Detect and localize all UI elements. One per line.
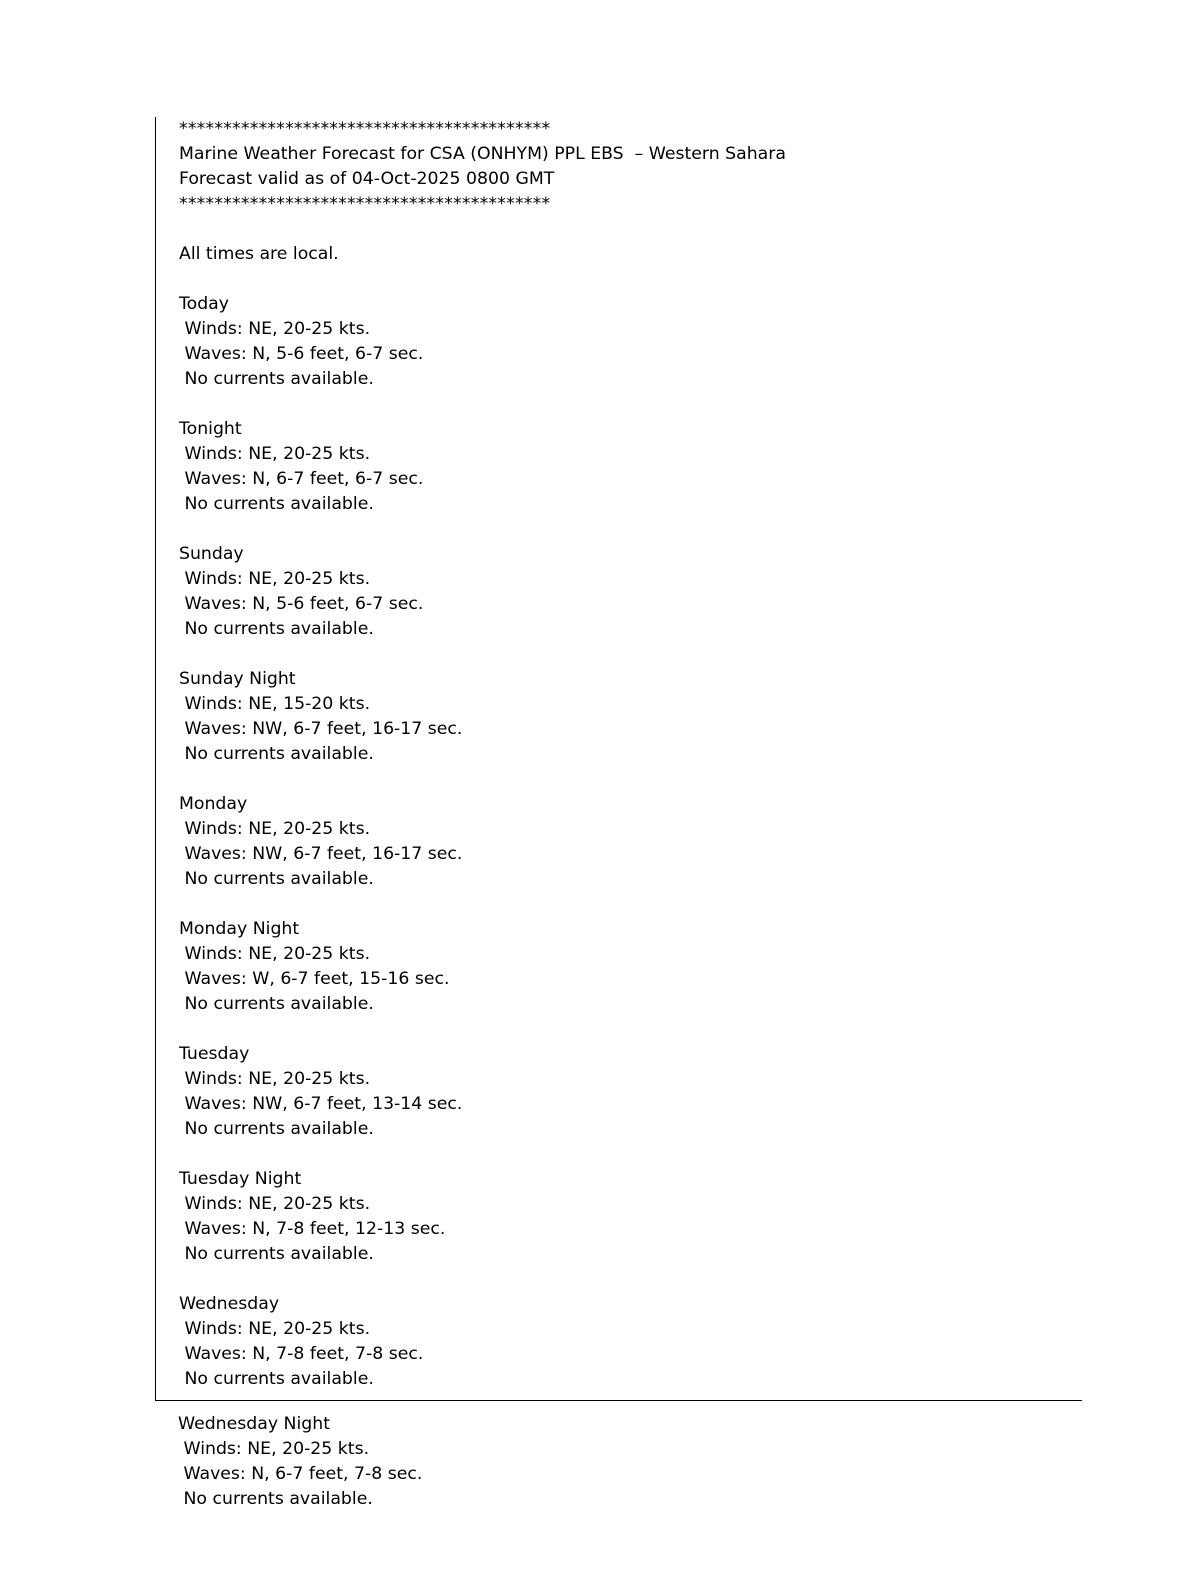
currents-line: No currents available. bbox=[179, 869, 374, 889]
blank-line bbox=[156, 217, 1082, 242]
period-name: Monday bbox=[179, 794, 248, 814]
period-name: Wednesday bbox=[179, 1294, 280, 1314]
forecast-valid-time: Forecast valid as of 04-Oct-2025 0800 GMT bbox=[179, 169, 555, 189]
stars-divider-bottom: ****************************************** bbox=[179, 194, 551, 214]
blank-line bbox=[156, 1142, 1082, 1167]
currents-line: No currents available. bbox=[179, 1119, 374, 1139]
forecast-period bbox=[156, 767, 1082, 892]
winds-line: Winds: NE, 20-25 kts. bbox=[179, 569, 371, 589]
winds-line: Winds: NE, 20-25 kts. bbox=[179, 1319, 371, 1339]
blank-line bbox=[156, 517, 1082, 542]
waves-line: Waves: N, 6-7 feet, 7-8 sec. bbox=[178, 1464, 423, 1484]
forecast-title: Marine Weather Forecast for CSA (ONHYM) PPL EBS – Western Sahara bbox=[179, 144, 786, 164]
currents-line: No currents available. bbox=[179, 619, 374, 639]
waves-line: Waves: N, 7-8 feet, 12-13 sec. bbox=[179, 1219, 446, 1239]
winds-line: Winds: NE, 20-25 kts. bbox=[179, 1069, 371, 1089]
blank-line bbox=[156, 392, 1082, 417]
winds-line: Winds: NE, 20-25 kts. bbox=[179, 1194, 371, 1214]
blank-line bbox=[156, 892, 1082, 917]
forecast-period bbox=[156, 892, 1082, 1017]
winds-line: Winds: NE, 20-25 kts. bbox=[179, 444, 371, 464]
forecast-period bbox=[156, 267, 1082, 392]
winds-line: Winds: NE, 20-25 kts. bbox=[179, 819, 371, 839]
winds-line: Winds: NE, 20-25 kts. bbox=[179, 944, 371, 964]
waves-line: Waves: N, 5-6 feet, 6-7 sec. bbox=[179, 594, 424, 614]
period-name: Tuesday Night bbox=[179, 1169, 302, 1189]
blank-line bbox=[156, 1017, 1082, 1042]
forecast-period bbox=[155, 1412, 1081, 1512]
winds-line: Winds: NE, 20-25 kts. bbox=[178, 1439, 370, 1459]
waves-line: Waves: W, 6-7 feet, 15-16 sec. bbox=[179, 969, 450, 989]
waves-line: Waves: NW, 6-7 feet, 13-14 sec. bbox=[179, 1094, 463, 1114]
blank-line bbox=[156, 642, 1082, 667]
blank-line bbox=[156, 1267, 1082, 1292]
currents-line: No currents available. bbox=[178, 1489, 373, 1509]
waves-line: Waves: N, 6-7 feet, 6-7 sec. bbox=[179, 469, 424, 489]
forecast-period bbox=[156, 642, 1082, 767]
forecast-box bbox=[155, 117, 1082, 1401]
winds-line: Winds: NE, 15-20 kts. bbox=[179, 694, 371, 714]
forecast-period bbox=[156, 1142, 1082, 1267]
waves-line: Waves: N, 5-6 feet, 6-7 sec. bbox=[179, 344, 424, 364]
period-name: Monday Night bbox=[179, 919, 300, 939]
forecast-period bbox=[156, 1017, 1082, 1142]
period-name: Sunday Night bbox=[179, 669, 296, 689]
forecast-period bbox=[156, 392, 1082, 517]
currents-line: No currents available. bbox=[179, 1369, 374, 1389]
winds-line: Winds: NE, 20-25 kts. bbox=[179, 319, 371, 339]
period-name: Sunday bbox=[179, 544, 244, 564]
currents-line: No currents available. bbox=[179, 994, 374, 1014]
waves-line: Waves: NW, 6-7 feet, 16-17 sec. bbox=[179, 844, 463, 864]
forecast-period bbox=[156, 1267, 1082, 1392]
forecast-period bbox=[156, 517, 1082, 642]
period-name: Wednesday Night bbox=[178, 1414, 330, 1434]
waves-line: Waves: NW, 6-7 feet, 16-17 sec. bbox=[179, 719, 463, 739]
forecast-continued bbox=[155, 1412, 1081, 1512]
period-name: Tuesday bbox=[179, 1044, 250, 1064]
currents-line: No currents available. bbox=[179, 1244, 374, 1264]
stars-divider-top: ****************************************** bbox=[179, 119, 551, 139]
period-name: Today bbox=[179, 294, 229, 314]
period-name: Tonight bbox=[179, 419, 242, 439]
waves-line: Waves: N, 7-8 feet, 7-8 sec. bbox=[179, 1344, 424, 1364]
blank-line bbox=[156, 767, 1082, 792]
currents-line: No currents available. bbox=[179, 494, 374, 514]
blank-line bbox=[156, 267, 1082, 292]
times-note: All times are local. bbox=[179, 244, 339, 264]
currents-line: No currents available. bbox=[179, 744, 374, 764]
currents-line: No currents available. bbox=[179, 369, 374, 389]
